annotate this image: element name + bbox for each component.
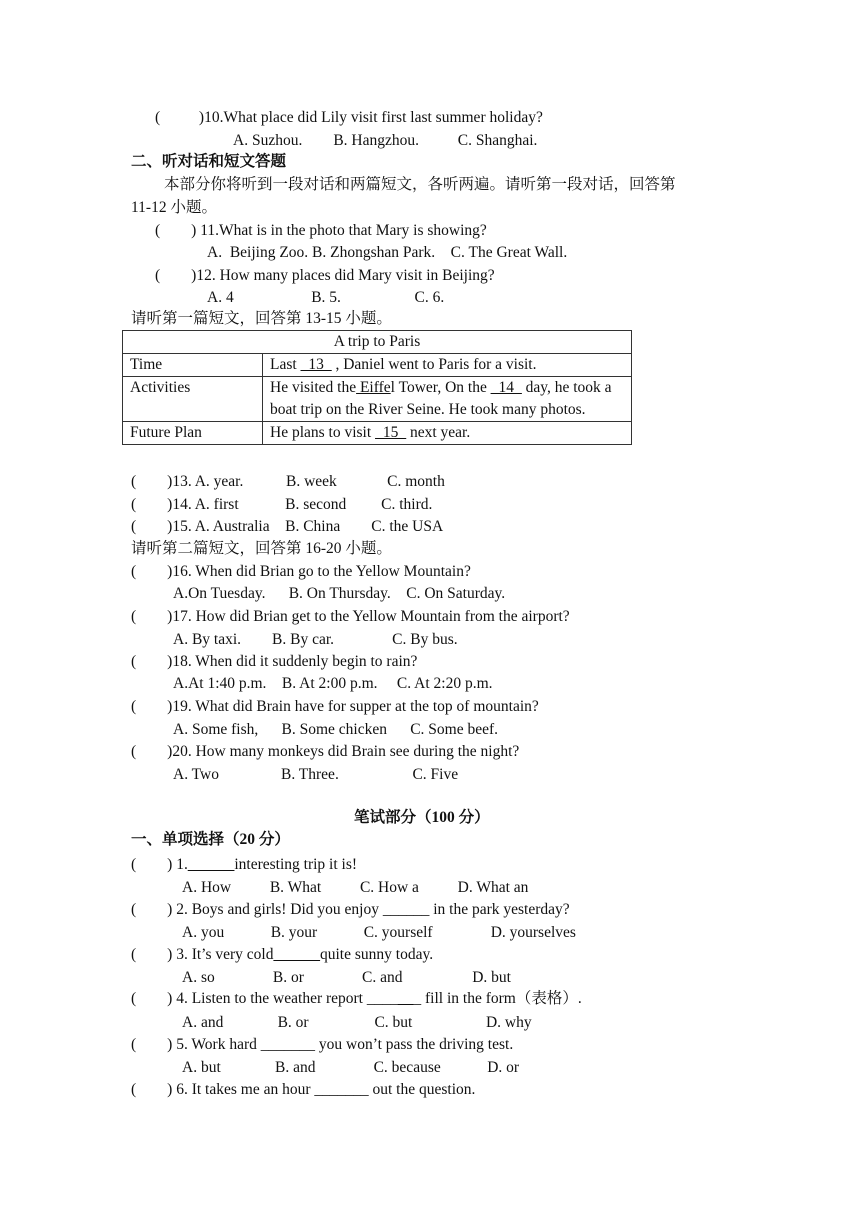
question-19-options: A. Some fish, B. Some chicken C. Some beef. xyxy=(173,721,499,738)
table-row-activities xyxy=(123,377,632,422)
table-label: Time xyxy=(123,354,263,377)
table-cell xyxy=(263,354,632,377)
section-1-title: 一、单项选择（20 分） xyxy=(131,831,290,848)
question-10-options: A. Suzhou. B. Hangzhou. C. Shanghai. xyxy=(233,132,538,149)
table-row-time xyxy=(123,354,632,377)
question-text: interesting trip it is! xyxy=(234,856,358,873)
question-10: ( )10.What place did Lily visit first last summer holiday? xyxy=(155,109,543,126)
question-12-options: A. 4 B. 5. C. 6. xyxy=(207,289,445,306)
cell-text: , Daniel went to Paris for a visit. xyxy=(331,356,537,373)
written-question-2: ( ) 2. Boys and girls! Did you enjoy ______ in the park yesterday? xyxy=(131,901,570,918)
cell-text: He plans to visit xyxy=(270,424,376,441)
written-part-title: 笔试部分（100 分） xyxy=(354,809,490,826)
blank: ______ xyxy=(187,856,235,873)
written-question-6: ( ) 6. It takes me an hour _______ out the question. xyxy=(131,1081,476,1098)
cell-text: He visited the xyxy=(270,379,357,396)
table-title: A trip to Paris xyxy=(123,331,632,354)
question-text: ( ) 4. Listen to the weather report ____ xyxy=(131,990,398,1007)
cell-text: l Tower, On the xyxy=(390,379,491,396)
question-19: ( )19. What did Brain have for supper at the top of mountain? xyxy=(131,698,539,715)
cell-text: next year. xyxy=(406,424,471,441)
written-question-3 xyxy=(131,945,433,965)
blank: __ xyxy=(397,990,414,1007)
blank: ______ xyxy=(273,946,320,963)
section-2-title: 二、听对话和短文答题 xyxy=(131,153,287,170)
question-15: ( )15. A. Australia B. China C. the USA xyxy=(131,518,444,535)
table-cell xyxy=(263,422,632,445)
section-2-intro-line2: 11-12 小题。 xyxy=(131,199,217,216)
written-question-4-options: A. and B. or C. but D. why xyxy=(182,1014,532,1031)
question-11: ( ) 11.What is in the photo that Mary is showing? xyxy=(155,222,487,239)
written-question-2-options: A. you B. your C. yourself D. yourselves xyxy=(182,924,576,941)
question-text: quite sunny today. xyxy=(319,946,434,963)
question-16-options: A.On Tuesday. B. On Thursday. C. On Saturday. xyxy=(173,585,506,602)
question-20: ( )20. How many monkeys did Brain see during the night? xyxy=(131,743,520,760)
table-cell xyxy=(263,377,632,422)
written-question-4 xyxy=(131,989,582,1009)
written-question-1 xyxy=(131,855,357,875)
passage-1-intro: 请听第一篇短文，回答第 13-15 小题。 xyxy=(131,310,392,327)
question-17: ( )17. How did Brian get to the Yellow Mountain from the airport? xyxy=(131,608,570,625)
passage-2-intro: 请听第二篇短文，回答第 16-20 小题。 xyxy=(131,540,392,557)
question-11-options: A. Beijing Zoo. B. Zhongshan Park. C. The Great Wall. xyxy=(207,244,568,261)
question-20-options: A. Two B. Three. C. Five xyxy=(173,766,459,783)
question-12: ( )12. How many places did Mary visit in Beijing? xyxy=(155,267,495,284)
question-17-options: A. By taxi. B. By car. C. By bus. xyxy=(173,631,458,648)
question-text: ( ) 1. xyxy=(131,856,188,873)
section-2-intro-line1: 本部分你将听到一段对话和两篇短文，各听两遍。请听第一段对话，回答第 xyxy=(164,176,676,193)
blank-14: _14_ xyxy=(490,379,522,396)
table-label: Activities xyxy=(123,377,263,422)
question-18-options: A.At 1:40 p.m. B. At 2:00 p.m. C. At 2:20 p.m. xyxy=(173,675,493,692)
table-row-future-plan xyxy=(123,422,632,445)
table-label: Future Plan xyxy=(123,422,263,445)
written-question-5: ( ) 5. Work hard _______ you won’t pass the driving test. xyxy=(131,1036,514,1053)
blank-13: _13_ xyxy=(300,356,332,373)
written-question-3-options: A. so B. or C. and D. but xyxy=(182,969,511,986)
cell-text: Last xyxy=(270,356,301,373)
written-question-1-options: A. How B. What C. How a D. What an xyxy=(182,879,529,896)
question-18: ( )18. When did it suddenly begin to rain? xyxy=(131,653,418,670)
question-text: _ fill in the form（表格）. xyxy=(413,990,582,1007)
question-13: ( )13. A. year. B. week C. month xyxy=(131,473,445,490)
cell-text: day, he took a boat trip on the River Seine. He took many photos. xyxy=(270,379,612,418)
blank-15: _15_ xyxy=(375,424,407,441)
trip-table xyxy=(122,330,632,445)
underlined-text: Eiffe xyxy=(356,379,391,396)
question-text: ( ) 3. It’s very cold xyxy=(131,946,274,963)
question-14: ( )14. A. first B. second C. third. xyxy=(131,496,433,513)
question-16: ( )16. When did Brian go to the Yellow Mountain? xyxy=(131,563,471,580)
written-question-5-options: A. but B. and C. because D. or xyxy=(182,1059,520,1076)
